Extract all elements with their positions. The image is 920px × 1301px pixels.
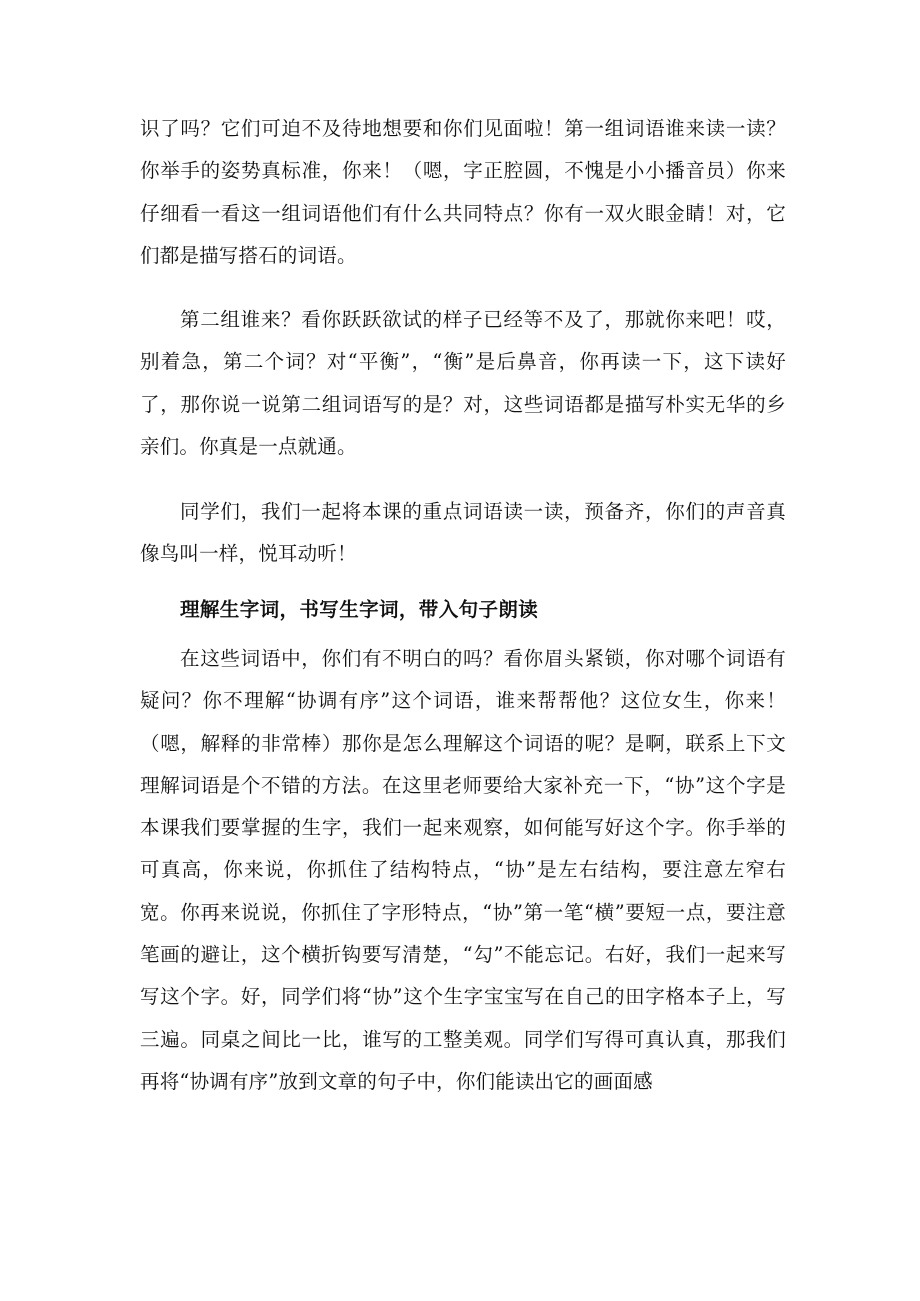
paragraph-1: 识了吗？它们可迫不及待地想要和你们见面啦！第一组词语谁来读一读？你举手的姿势真标准，你来！（嗯，字正腔圆，不愧是小小播音员）你来仔细看一看这一组词语他们有什么共同特点？你有一双火眼金睛！对，它们都是描写搭石的词语。 xyxy=(140,117,786,267)
paragraph-4: 在这些词语中，你们有不明白的吗？看你眉头紧锁，你对哪个词语有疑问？你不理解“协调有序”这个词语，谁来帮帮他？这位女生，你来！（嗯，解释的非常棒）那你是怎么理解这个词语的呢？是啊，联系上下文理解词语是个不错的方法。在这里老师要给大家补充一下，“协”这个字是本课我们要掌握的生字，我们一起来观察，如何能写好这个字。你手举的可真高，你来说，你抓住了结构特点，“协”是左右结构，要注意左窄右宽。你再来说说，你抓住了字形特点，“协”第一笔“横”要短一点，要注意笔画的避让，这个横折钩要写清楚，“勾”不能忘记。右好，我们一起来写写这个字。好，同学们将“协”这个生字宝宝写在自己的田字格本子上，写三遍。同桌之间比一比，谁写的工整美观。同学们写得可真认真，那我们再将“协调有序”放到文章的句子中，你们能读出它的画面感 xyxy=(140,647,786,1093)
paragraph-3: 同学们，我们一起将本课的重点词语读一读，预备齐，你们的声音真像鸟叫一样，悦耳动听！ xyxy=(140,500,786,566)
section-heading: 理解生字词，书写生字词，带入句子朗读 xyxy=(180,598,539,621)
paragraph-2: 第二组谁来？看你跃跃欲试的样子已经等不及了，那就你来吧！哎，别着急，第二个词？对“平衡”，“衡”是后鼻音，你再读一下，这下读好了，那你说一说第二组词语写的是？对，这些词语都是描写朴实无华的乡亲们。你真是一点就通。 xyxy=(140,308,786,458)
